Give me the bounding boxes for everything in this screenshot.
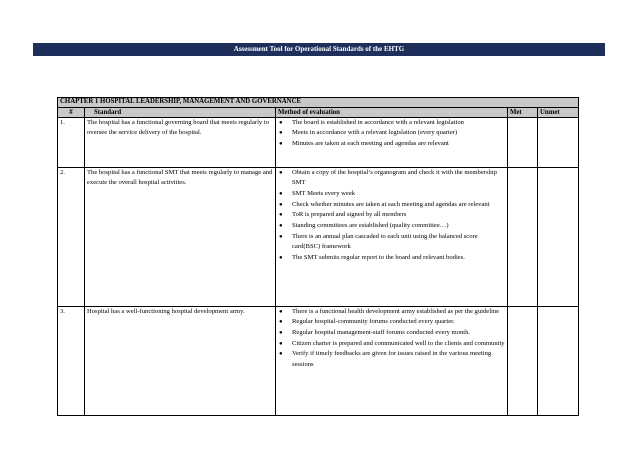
method-item: ● SMT Meets every week (278, 189, 505, 200)
bullet-icon: ● (279, 119, 283, 126)
standard-cell: Hospital has a well-functioning hospital development army. (85, 306, 276, 415)
method-item: ● Verify if timely feedbacks are given for issues raised in the various meeting sessions (279, 350, 492, 369)
row-number: 1. (58, 117, 85, 167)
col-header-number: # (58, 107, 85, 117)
method-item: ● There is a functional health development army established as per the guideline (278, 307, 505, 318)
table-row (58, 117, 579, 167)
unmet-cell[interactable] (538, 167, 579, 306)
method-item: ● Obtain a copy of the hospital’s organogram and check it with the membership SMT (279, 168, 497, 187)
assessment-table (57, 97, 579, 416)
method-cell (276, 167, 508, 306)
method-cell (276, 306, 508, 415)
header-row (58, 107, 579, 117)
bullet-icon: ● (279, 169, 283, 176)
method-item: ● Meets in accordance with a relevant legislation (every quarter) (278, 128, 505, 139)
method-item: ● Citizen charter is prepared and communicated well to the clients and community (278, 339, 505, 350)
method-item: ● Regular hospital-community forums conducted every quarter. (278, 317, 505, 328)
bullet-icon: ● (279, 308, 283, 315)
method-item: ● The SMT submits regular report to the board and relevant bodies. (278, 253, 505, 264)
bullet-icon: ● (279, 329, 283, 336)
col-header-standard: Standard (85, 107, 276, 117)
bullet-icon: ● (279, 130, 283, 137)
method-item: ● Check whether minutes are taken at each meeting and agendas are relevant (278, 200, 505, 211)
method-cell (276, 117, 508, 167)
col-header-unmet: Unmet (538, 107, 579, 117)
standard-cell: The hospital has a functional SMT that meets regularly to manage and execute the overall hospital activities. (85, 167, 276, 306)
table-row (58, 167, 579, 306)
table-row (58, 306, 579, 415)
unmet-cell[interactable] (538, 306, 579, 415)
bullet-icon: ● (279, 233, 283, 240)
method-item: ● Minutes are taken at each meeting and agendas are relevant (278, 139, 505, 150)
method-item: ● Standing committees are established (quality committee…) (278, 221, 505, 232)
bullet-icon: ● (279, 351, 283, 358)
bullet-icon: ● (279, 140, 283, 147)
chapter-row (58, 98, 579, 108)
met-cell[interactable] (508, 167, 538, 306)
unmet-cell[interactable] (538, 117, 579, 167)
row-number: 2. (58, 167, 85, 306)
met-cell[interactable] (508, 117, 538, 167)
bullet-icon: ● (279, 201, 283, 208)
bullet-icon: ● (279, 212, 283, 219)
method-item: ● There is an annual plan cascaded to each unit using the balanced score card(BSC) framework (279, 232, 478, 251)
bullet-icon: ● (279, 190, 283, 197)
standard-cell: The hospital has a functional governing board that meets regularly to oversee the service delivery of the hospital. (85, 117, 276, 167)
bullet-icon: ● (279, 223, 283, 230)
method-item: ● Regular hospital management-staff forums conducted every month. (278, 328, 505, 339)
method-item: ● ToR is prepared and signed by all members (278, 210, 505, 221)
chapter-title: CHAPTER 1 HOSPITAL LEADERSHIP, MANAGEMENT AND GOVERNANCE (58, 98, 579, 108)
row-number: 3. (58, 306, 85, 415)
bullet-icon: ● (279, 340, 283, 347)
col-header-met: Met (508, 107, 538, 117)
bullet-icon: ● (279, 255, 283, 262)
met-cell[interactable] (508, 306, 538, 415)
method-item: ● The board is established in accordance with a relevant legislation (278, 118, 505, 129)
col-header-method: Method of evaluation (276, 107, 508, 117)
bullet-icon: ● (279, 319, 283, 326)
document-title-banner: Assessment Tool for Operational Standards of the EHTG (33, 43, 605, 56)
